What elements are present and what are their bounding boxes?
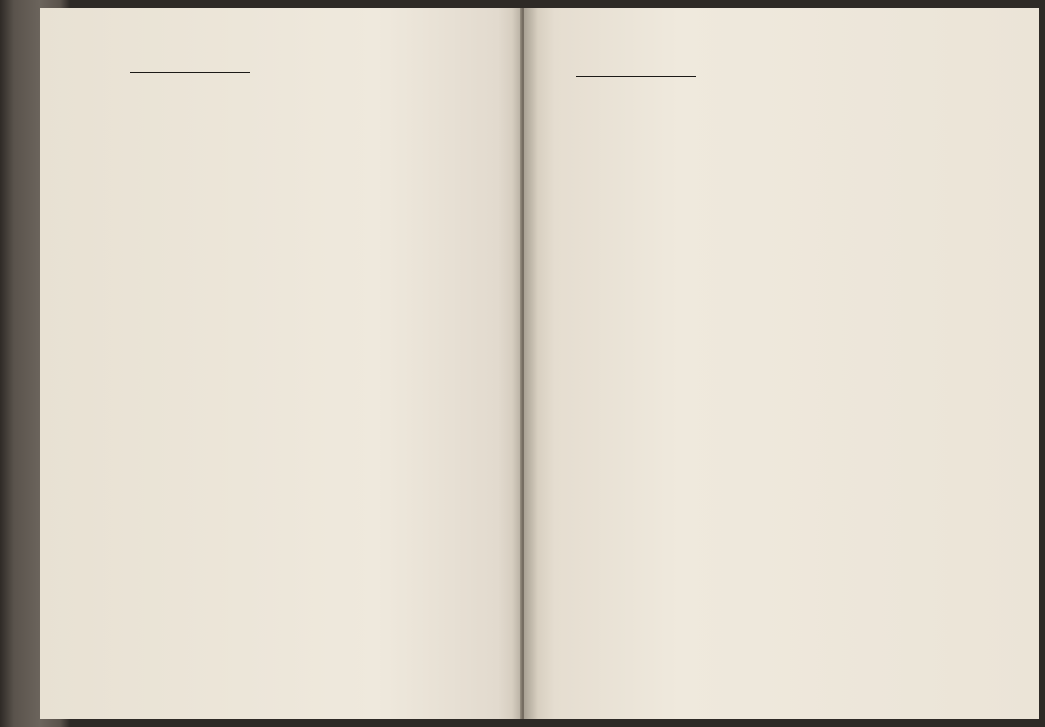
left-footnote-rule — [130, 72, 250, 73]
right-page — [524, 8, 1039, 719]
right-page-edge-shadow — [524, 8, 538, 719]
right-footnote-rule — [576, 76, 696, 77]
right-page-body — [576, 76, 1031, 77]
left-page-body — [130, 72, 508, 73]
left-page — [40, 8, 522, 719]
